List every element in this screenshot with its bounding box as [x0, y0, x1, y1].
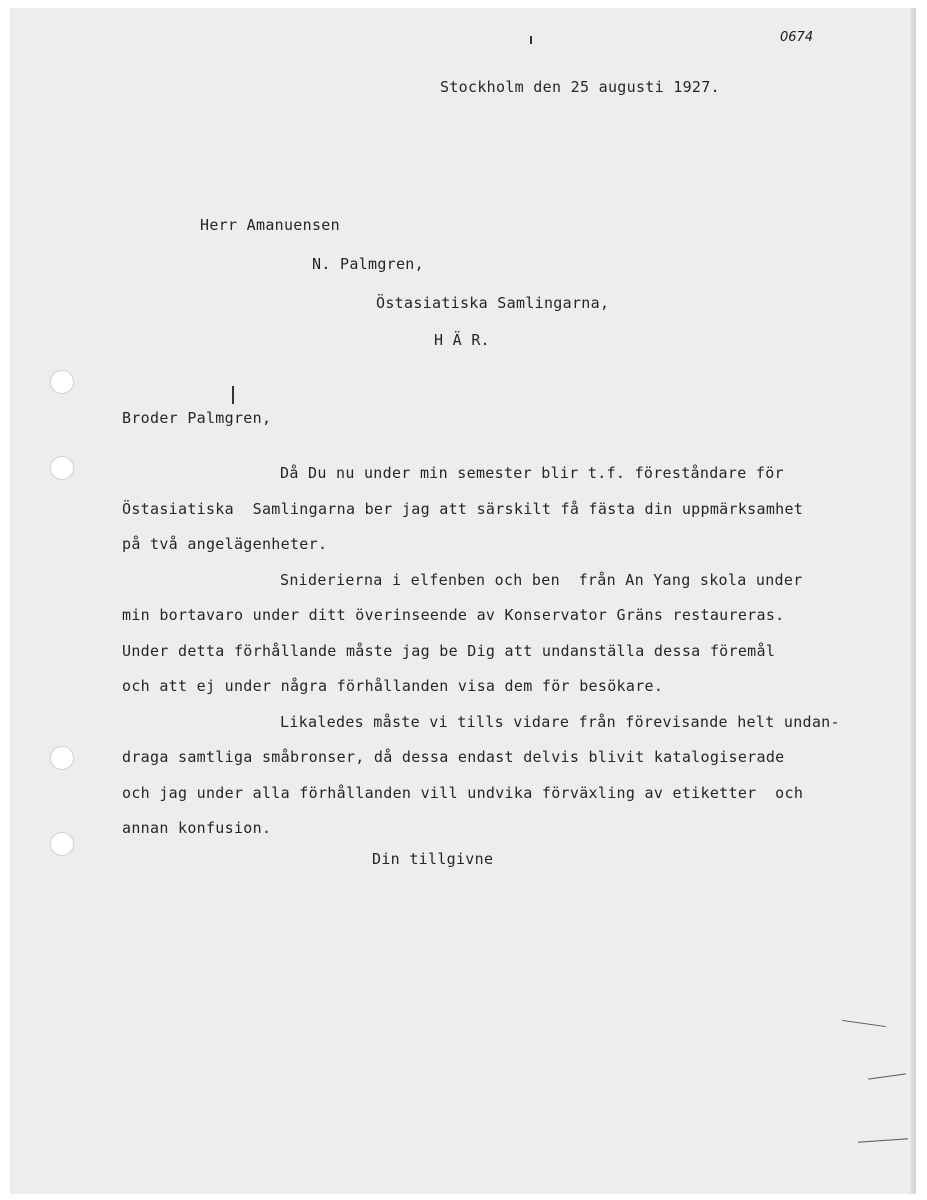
address-line: Herr Amanuensen: [200, 216, 340, 234]
pen-stroke: [858, 1138, 908, 1142]
salutation: Broder Palmgren,: [122, 409, 272, 427]
body-line: Sniderierna i elfenben och ben från An Yang skola under: [280, 571, 803, 589]
body-line: annan konfusion.: [122, 819, 272, 837]
address-line: N. Palmgren,: [312, 255, 424, 273]
punch-hole: [50, 832, 74, 856]
body-line: Östasiatiska Samlingarna ber jag att särskilt få fästa din uppmärksamhet: [122, 500, 804, 518]
body-line: Under detta förhållande måste jag be Dig att undanställa dessa föremål: [122, 642, 776, 660]
address-line: Östasiatiska Samlingarna,: [376, 294, 610, 312]
pen-mark: [232, 386, 234, 404]
body-line: min bortavaro under ditt överinseende av Konservator Gräns restaureras.: [122, 606, 785, 624]
closing: Din tillgivne: [372, 850, 494, 868]
address-line: H Ä R.: [434, 331, 490, 349]
dateline: Stockholm den 25 augusti 1927.: [440, 78, 720, 96]
page-edge-shadow: [910, 8, 916, 1194]
body-line: draga samtliga småbronser, då dessa endast delvis blivit katalogiserade: [122, 748, 785, 766]
punch-hole: [50, 456, 74, 480]
body-line: på två angelägenheter.: [122, 535, 328, 553]
archive-reference: 0674: [780, 30, 814, 45]
body-line: Då Du nu under min semester blir t.f. föreståndare för: [280, 464, 784, 482]
pen-stroke: [868, 1073, 906, 1079]
punch-hole: [50, 746, 74, 770]
body-line: och jag under alla förhållanden vill undvika förväxling av etiketter och: [122, 784, 804, 802]
pen-mark: [530, 36, 532, 44]
body-line: Likaledes måste vi tills vidare från förevisande helt undan-: [280, 713, 840, 731]
punch-hole: [50, 370, 74, 394]
pen-stroke: [842, 1020, 886, 1027]
letter-sheet: [10, 8, 916, 1194]
body-line: och att ej under några förhållanden visa dem för besökare.: [122, 677, 664, 695]
